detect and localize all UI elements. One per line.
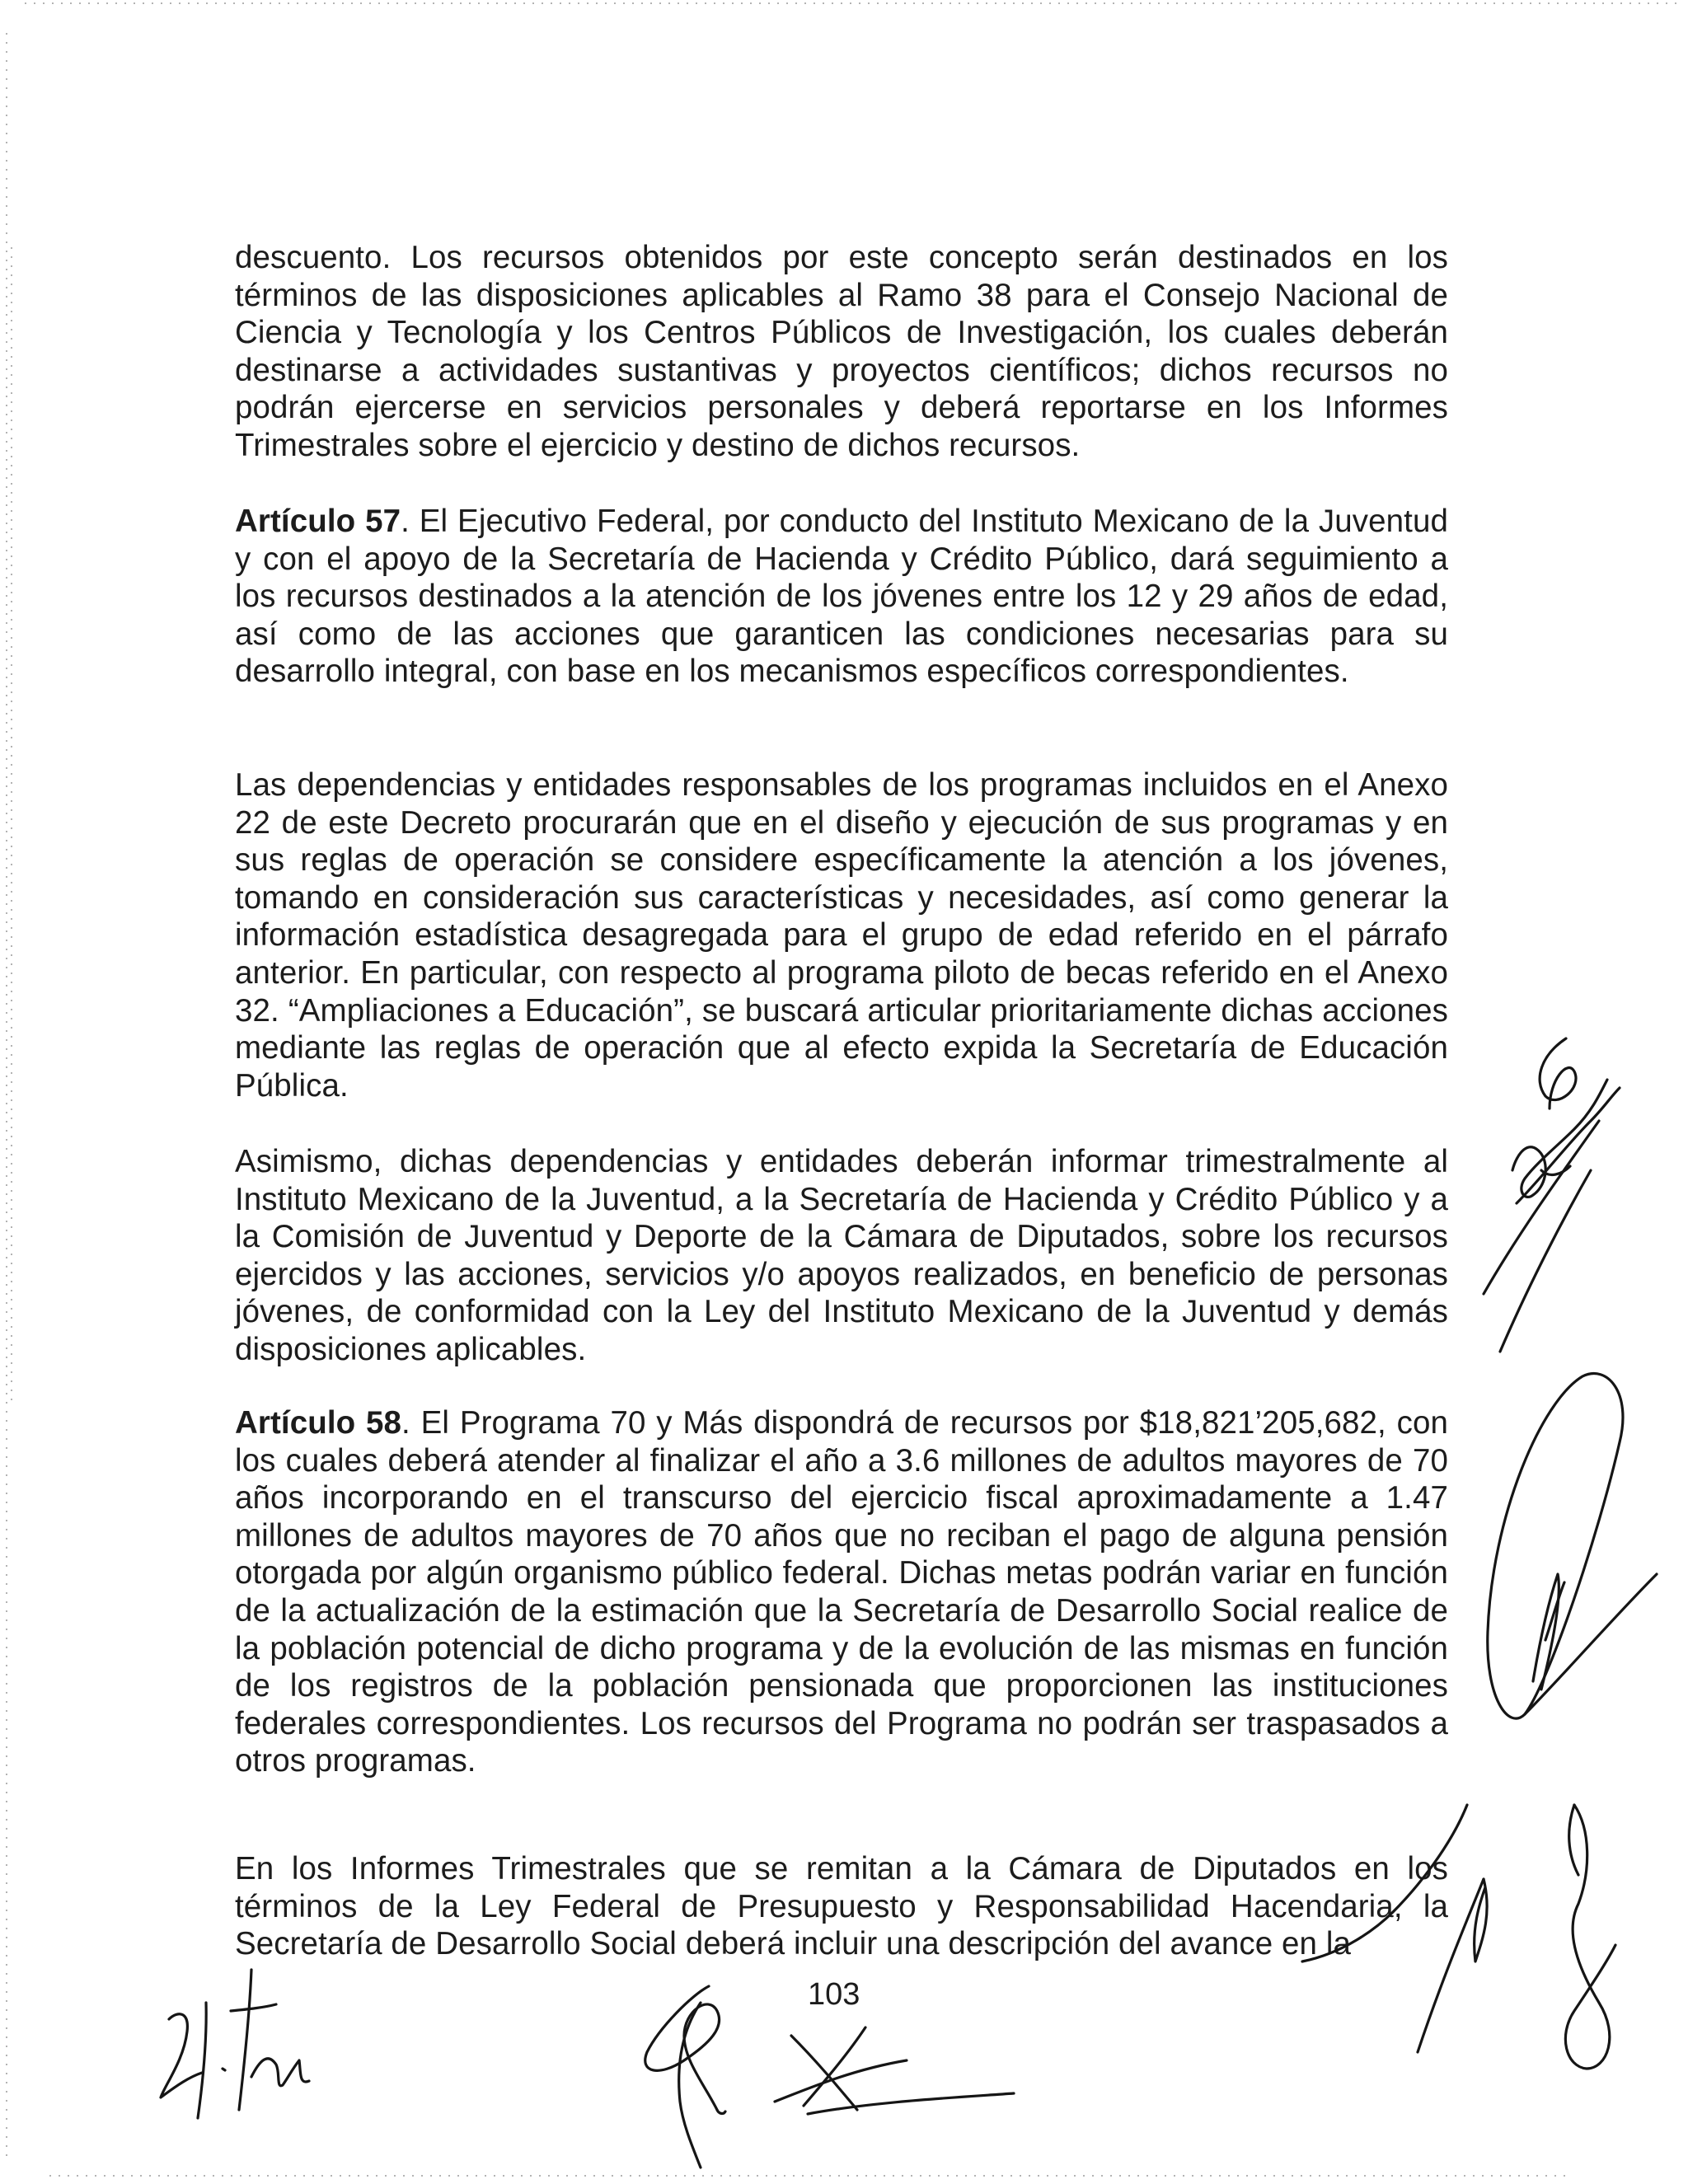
margin-signature-loop: [1475, 1368, 1673, 1764]
margin-signature-lower: [1294, 1797, 1657, 2093]
paragraph-text: Las dependencias y entidades responsables de los programas incluidos en el Anexo 22 de este Decreto procurarán que en el diseño y ejecución de sus programas y en sus reglas de operación se considere específicamente la atención a los jóvenes, tomando en consideración sus características y necesidades, así como generar la información estadística desagregada para el grupo de edad referido en el párrafo anterior. En particular, con respecto al programa piloto de becas referido en el Anexo 32. “Ampliaciones a Educación”, se buscará articular prioritariamente dichas acciones mediante las reglas de operación que al efecto expida la Secretaría de Educación Pública.: [235, 767, 1448, 1104]
paragraph-text: . El Programa 70 y Más dispondrá de recursos por $18,821’205,682, con los cuales deberá atender al finalizar el año a 3.6 millones de adultos mayores de 70 años incorporando en el transcurso del ejercicio fiscal aproximadamente a 1.47 millones de adultos mayores de 70 años que no reciban el pago de alguna pensión otorgada por algún organismo público federal. Dichas metas podrán variar en función de la actualización de la estimación que la Secretaría de Desarrollo Social realice de la población potencial de dicho programa y de la evolución de las mismas en función de los registros de la población pensionada que proporcionen las instituciones federales correspondientes. Los recursos del Programa no podrán ser traspasados a otros programas.: [235, 1405, 1448, 1779]
paragraph-text: . El Ejecutivo Federal, por conducto del Instituto Mexicano de la Juventud y con el apoyo de la Secretaría de Hacienda y Crédito Público, dará seguimiento a los recursos destinados a la atención de los jóvenes entre los 12 y 29 años de edad, así como de las acciones que garanticen las condiciones necesarias para su desarrollo integral, con base en los mecanismos específicos correspondientes.: [235, 504, 1448, 690]
center-bottom-signature: [626, 1978, 1055, 2176]
paragraph-text: descuento. Los recursos obtenidos por este concepto serán destinados en los términos de las disposiciones aplicables al Ramo 38 para el Consejo Nacional de Ciencia y Tecnología y los Centros Públicos de Investigación, los cuales deberán destinarse a actividades sustantivas y proyectos científicos; dichos recursos no podrán ejercerse en servicios personales y deberá reportarse en los Informes Trimestrales sobre el ejercicio y destino de dichos recursos.: [235, 240, 1448, 463]
paragraph-articulo-58: [235, 1404, 1448, 1780]
paragraph-informes-trimestrales: [235, 1850, 1448, 1963]
paragraph-descuento: [235, 239, 1448, 465]
paragraph-text: En los Informes Trimestrales que se remitan a la Cámara de Diputados en los términos de la Ley Federal de Presupuesto y Responsabilidad Hacendaria, la Secretaría de Desarrollo Social deberá incluir una descripción del avance en la: [235, 1851, 1448, 1962]
paragraph-dependencias: [235, 766, 1448, 1104]
article-heading: Artículo 57: [235, 504, 401, 539]
paragraph-asimismo: [235, 1143, 1448, 1369]
paragraph-articulo-57: [235, 503, 1448, 691]
paragraph-text: Asimismo, dichas dependencias y entidades deberán informar trimestralmente al Instituto Mexicano de la Juventud, a la Secretaría de Hacienda y Crédito Público y a la Comisión de Juventud y Deporte de la Cámara de Diputados, sobre los recursos ejercidos y las acciones, servicios y/o apoyos realizados, en beneficio de personas jóvenes, de conformidad con la Ley del Instituto Mexicano de la Juventud y demás disposiciones aplicables.: [235, 1144, 1448, 1367]
article-heading: Artículo 58: [235, 1405, 402, 1441]
handwritten-initials-left: [152, 1953, 367, 2135]
margin-signature-upper: [1467, 1030, 1648, 1360]
page-number: 103: [808, 1977, 860, 2012]
